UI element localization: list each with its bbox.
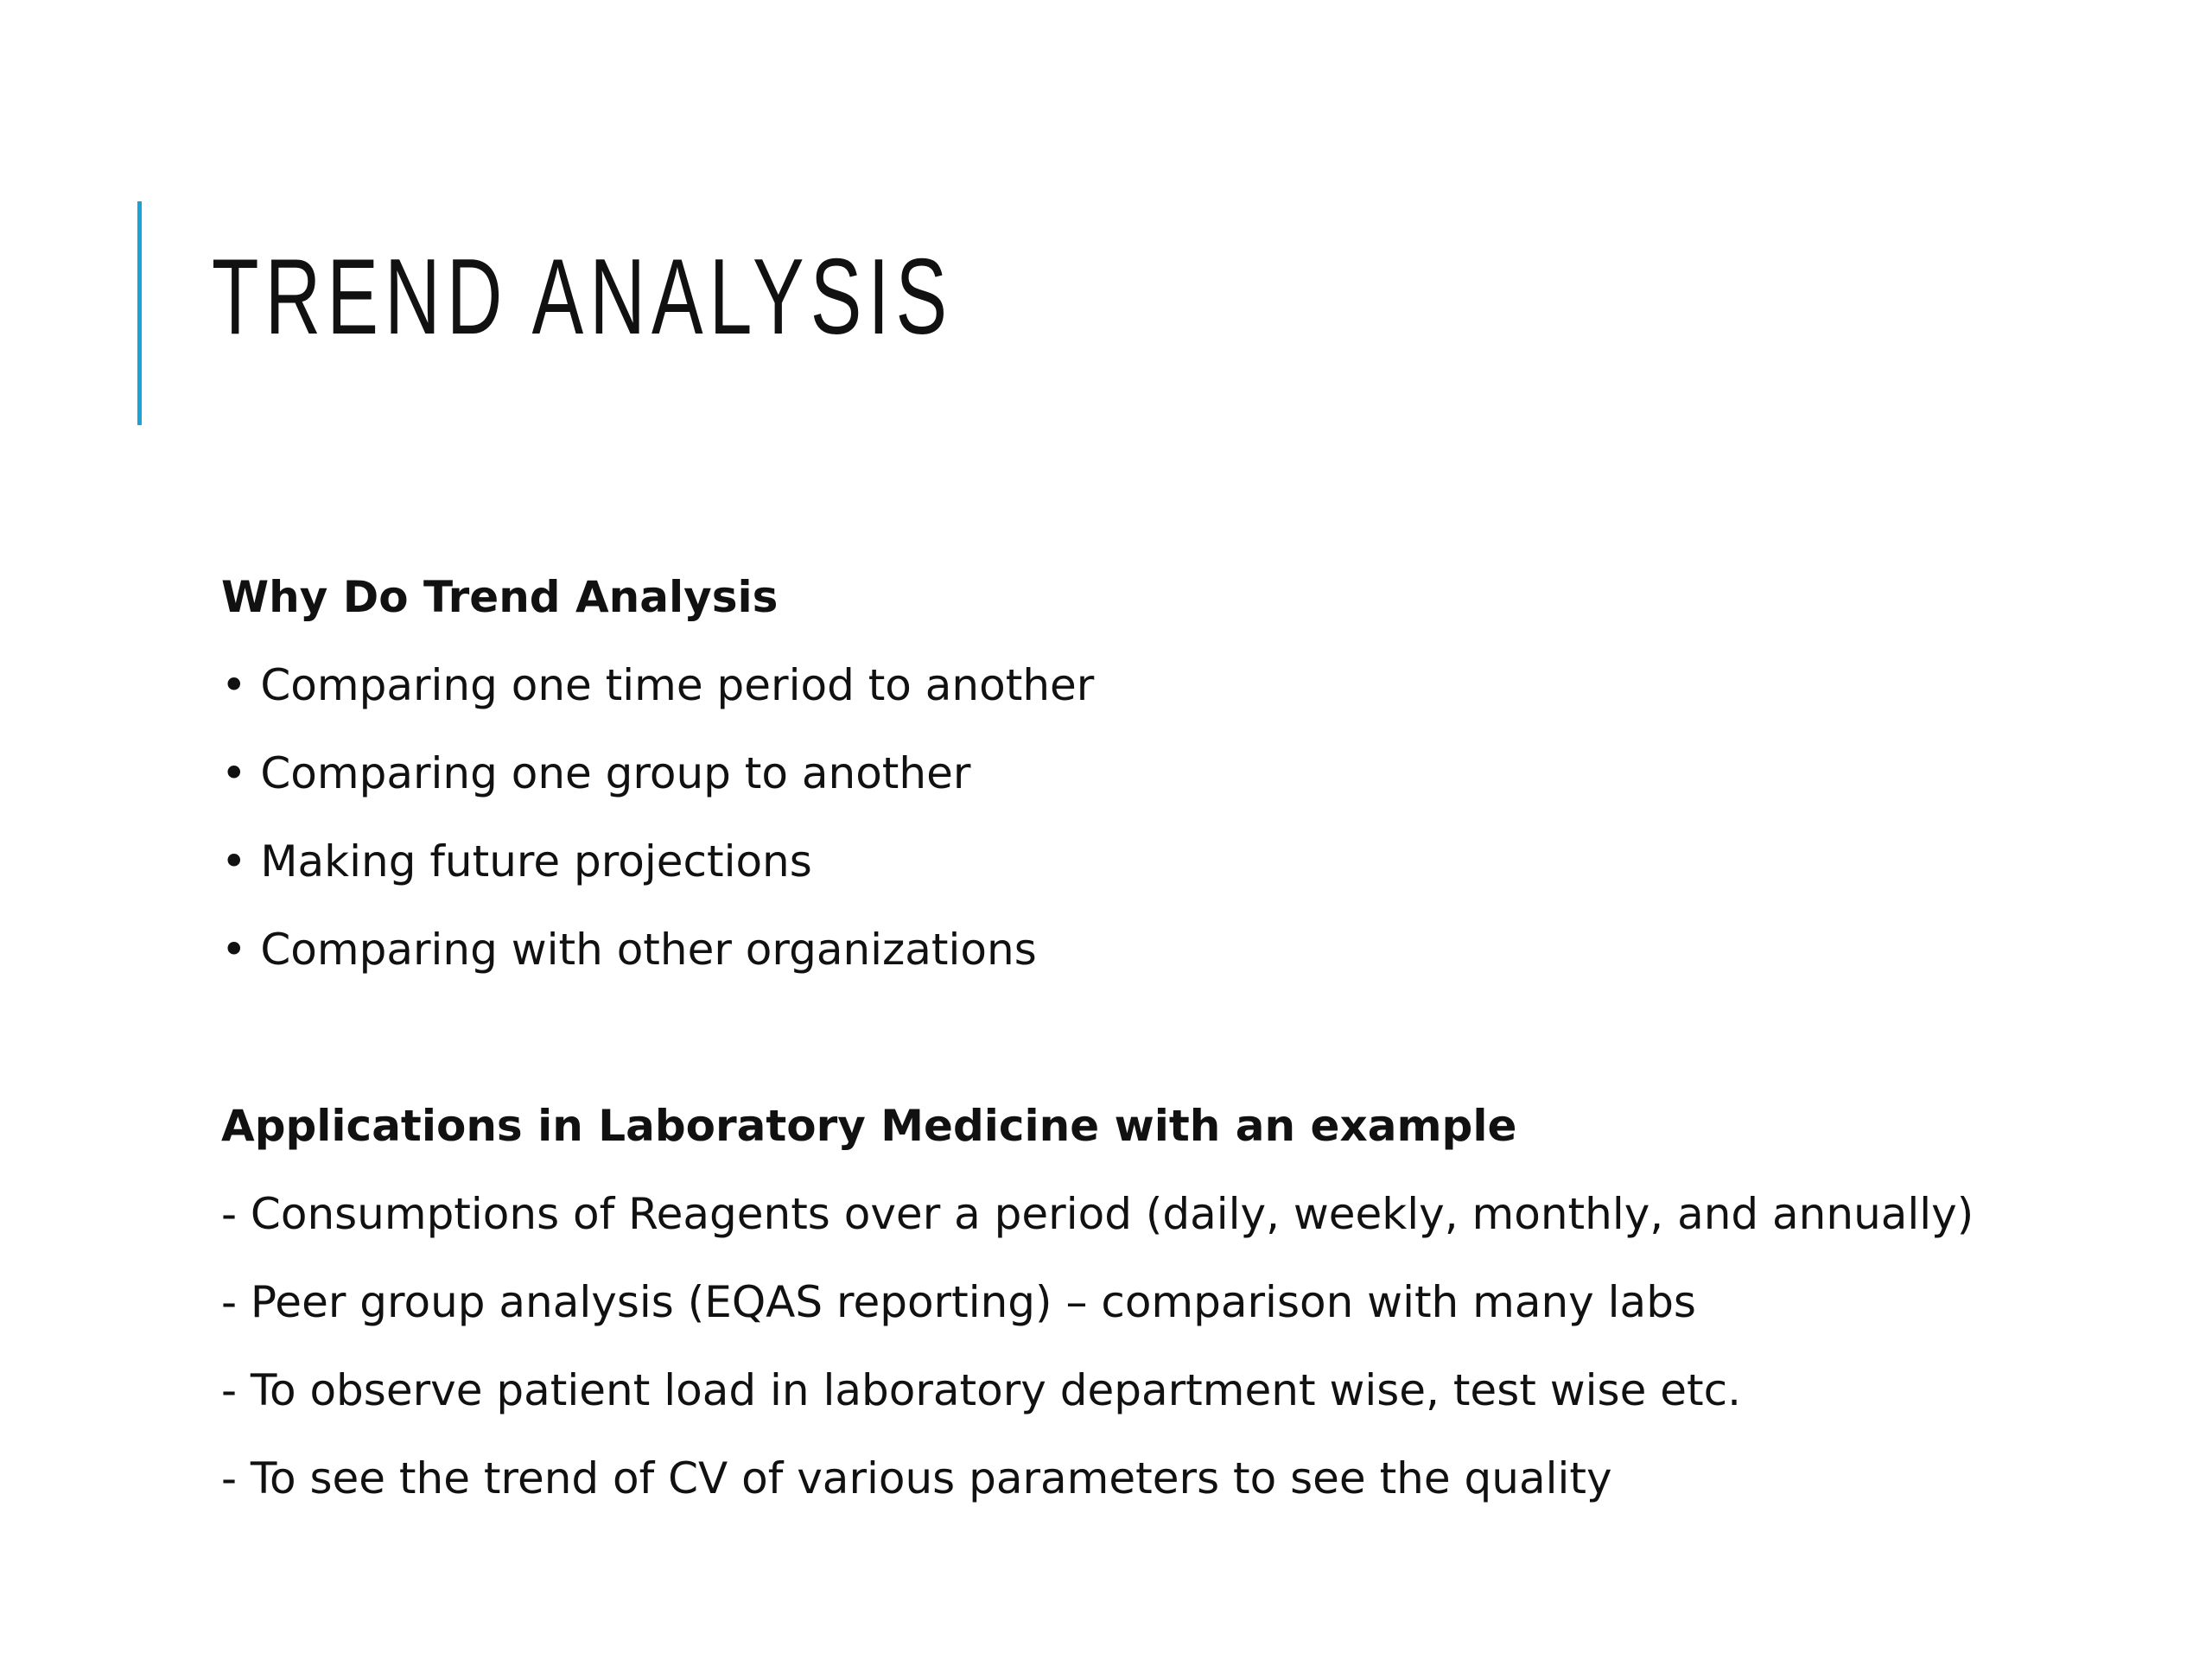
section-heading-applications: Applications in Laboratory Medicine with an example — [221, 1101, 1517, 1151]
dash-item: - To see the trend of CV of various parameters to see the quality — [221, 1453, 1612, 1503]
slide-title: TREND ANALYSIS — [212, 238, 954, 357]
dash-item: - Peer group analysis (EQAS reporting) – comparison with many labs — [221, 1277, 1696, 1327]
title-accent-bar — [137, 201, 142, 425]
section-heading-why: Why Do Trend Analysis — [221, 572, 779, 622]
bullet-item: • Making future projections — [221, 836, 812, 887]
bullet-item: • Comparing one time period to another — [221, 660, 1095, 710]
bullet-item: • Comparing with other organizations — [221, 925, 1037, 975]
bullet-item: • Comparing one group to another — [221, 748, 971, 798]
dash-item: - To observe patient load in laboratory department wise, test wise etc. — [221, 1365, 1741, 1415]
section-spacer — [221, 994, 2122, 1082]
dash-item: - Consumptions of Reagents over a period (daily, weekly, monthly, and annually) — [221, 1189, 1974, 1239]
slide-body — [221, 553, 2122, 1522]
